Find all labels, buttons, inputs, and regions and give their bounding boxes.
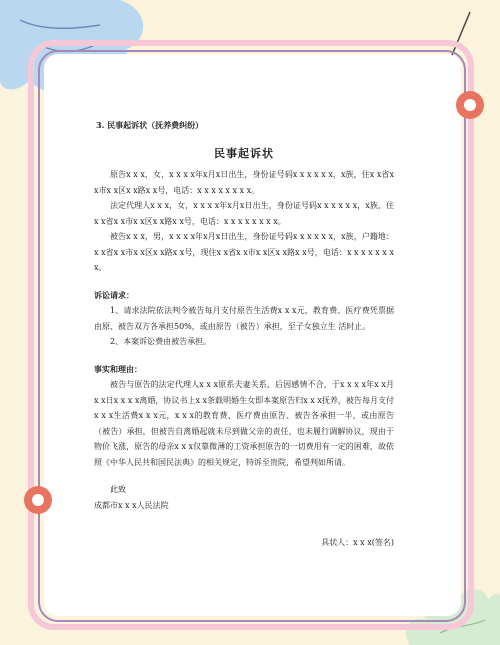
court-name: 成都市x x x人民法院 (94, 500, 169, 510)
flower-icon (450, 85, 490, 125)
closing-salutation: 此致 (110, 485, 126, 494)
document-title: 民事起诉状 (214, 146, 274, 160)
legal-agent-paragraph: 法定代理人x x x，女，x x x x年x月x日出生，身份证号码x x x x x x，x族，住x x省x x市x x区x x路x x号，电话：x x x x x x x x。 (94, 201, 394, 226)
signature-line: 具状人：x x x(签名) (321, 538, 394, 547)
claim-item: 2、本案诉讼费由被告承担。 (110, 337, 212, 346)
facts-paragraph: 被告与原告的法定代理人x x x原系夫妻关系，后因感情不合，于x x x x年x x月x x日x x x x离婚，协议书上x x条载明婚生女即本案原告归x x x抚养，被告每月支付x x x生活费x x x元，x x x的教育费、医疗费由原告、被告各承担一半，或由原告（被告）承担，但被告自离婚起就未尽到做父亲的责任，也未履行调解协议，现由于物价飞涨，原告的母亲x x x仅靠微薄的工资承担原告的一切费用有一定的困难，故依照《中华人民共和国民法典》的相关规定，特诉至贵院，希望判如所请。 (94, 380, 394, 467)
plaintiff-paragraph: 原告x x x，女，x x x x年x月x日出生，身份证号码x x x x x x，x族，住x x省x x市x x区x x路x x号，电话：x x x x x x x x。 (94, 170, 394, 195)
complaint-document (94, 118, 394, 551)
claims-heading: 诉讼请求： (94, 289, 134, 300)
claim-item: 1、请求法院依法判令被告每月支付原告生活费x x x元，教育费、医疗费凭票据由原、被告双方各承担50%，或由原告（被告）承担，至子女独立生 活时止。 (94, 306, 394, 331)
section-heading: 3. 民事起诉状（抚养费纠纷） (96, 120, 204, 130)
flower-icon (18, 480, 58, 520)
defendant-paragraph: 被告x x x，男，x x x x年x月x日出生，身份证号码x x x x x x，x族，户籍地：x x省x x市x x区x x路x x号，现住x x省x x市x x区x x路x x号，电话：x x x x x x x x。 (94, 232, 394, 272)
facts-heading: 事实和理由： (94, 363, 142, 374)
